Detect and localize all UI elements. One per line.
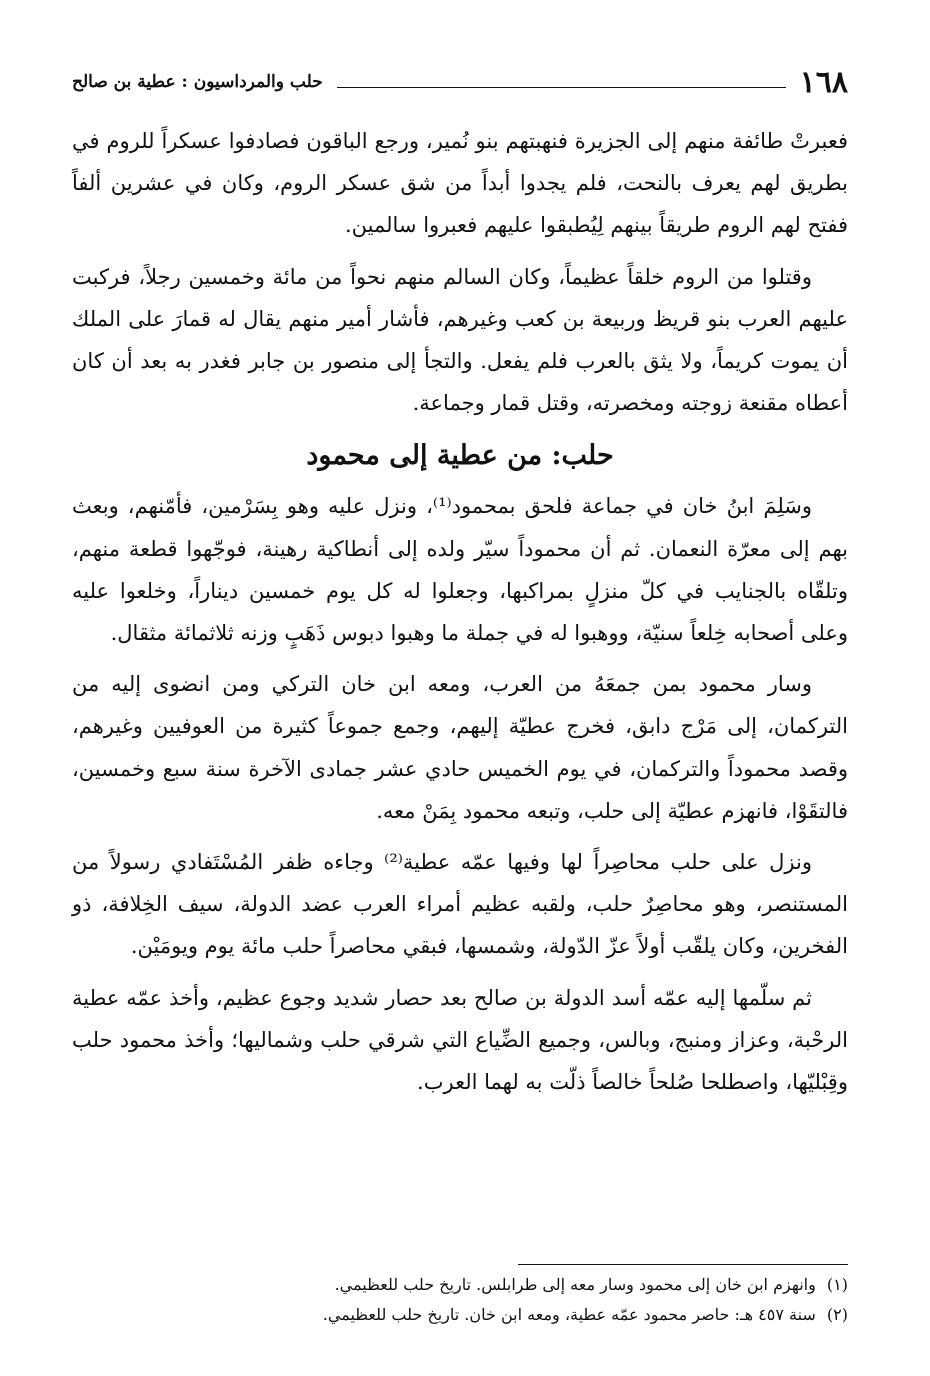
running-title: حلب والمرداسيون : عطية بن صالح: [72, 72, 323, 92]
running-header: [72, 62, 848, 102]
footnote-text: وانهزم ابن خان إلى محمود وسار معه إلى طرابلس. تاريخ حلب للعظيمي.: [334, 1275, 816, 1294]
section-heading: حلب: من عطية إلى محمود: [306, 440, 614, 472]
footnote: [72, 1300, 848, 1330]
paragraph: ونزل على حلب محاصِراً لها وفيها عمّه عطية⁽²⁾ وجاءه ظفر المُسْتَفادي رسولاً من المستنصر، وهو محاصِرٌ حلب، ولقبه عظيم أمراء العرب عضد الدولة، سيف الخِلافة، ذو الفخرين، وكان يلقّب أولاً عزّ الدّولة، وشمسها، فبقي محاصراً حلب مائة يوم ويومَيْن.: [72, 850, 848, 959]
paragraph: وسار محمود بمن جمعَهُ من العرب، ومعه ابن خان التركي ومن انضوى إليه من التركمان، إلى مَرْج دابق، فخرج عطيّة إليهم، وجمع جموعاً كثيرة من العوفيين وغيرهم، وقصد محموداً والتركمان، في يوم الخميس حادي عشر جمادى الآخرة سنة سبع وخمسين، فالتقَوْا، فانهزم عطيّة إلى حلب، وتبعه محمود بِمَنْ معه.: [72, 672, 848, 823]
header-rule: [337, 87, 786, 88]
footnote-mark: (٢): [826, 1305, 848, 1324]
paragraph: وسَلِمَ ابنُ خان في جماعة فلحق بمحمود⁽¹⁾، ونزل عليه وهو بِسَرْمين، فأمّنهم، وبعث بهم إلى معرّة النعمان. ثم أن محموداً سيّر ولده إلى أنطاكية رهينة، فوجّهوا قطعة منهم، وتلقّاه بالجنايب في كلّ منزلٍ بمراكبها، وجعلوا له كل يوم خمسين ديناراً، وخلعوا عليه وعلى أصحابه خِلعاً سنيّة، ووهبوا له في جملة ما وهبوا دبوس ذَهَبٍ وزنه ثلاثمائة مثقال.: [72, 494, 848, 646]
paragraph: وقتلوا من الروم خلقاً عظيماً، وكان السالم منهم نحواً من مائة وخمسين رجلاً، فركبت عليهم العرب بنو قريظ وربيعة بن كعب وغيرهم، فأشار أمير منهم يقال له قمارَ على الملك أن يموت كريماً، ولا يثق بالعرب فلم يفعل. والتجأ إلى منصور بن جابر فغدر به بعد أن كان أعطاه مقنعة زوجته ومخصرته، وقتل قمار وجماعة.: [72, 264, 848, 416]
paragraph: ثم سلّمها إليه عمّه أسد الدولة بن صالح بعد حصار شديد وجوع عظيم، وأخذ عمّه عطية الرحْبة، وعزاز ومنبج، وبالس، وجميع الضِّياع التي شرقي حلب وشماليها؛ وأخذ محمود حلب وقِبْليّها، واصطلحا صُلحاً خالصاً ذلّت به لهما العرب.: [72, 985, 848, 1095]
page-number: ١٦٨: [799, 64, 848, 100]
footnote-text: سنة ٤٥٧ هـ: حاصر محمود عمّه عطية، ومعه ابن خان. تاريخ حلب للعظيمي.: [322, 1305, 816, 1324]
footnote-mark: (١): [826, 1275, 848, 1294]
footnote-rule: [518, 1264, 848, 1265]
main-text: [72, 120, 848, 1112]
footnote: [72, 1270, 848, 1300]
footnotes: [72, 1270, 848, 1330]
paragraph: فعبرتْ طائفة منهم إلى الجزيرة فنهبتهم بنو نُمير، ورجع الباقون فصادفوا عسكراً للروم في بطريق لهم يعرف بالنحت، فلم يجدوا أبداً من شق عسكر الروم، وكان في عشرين ألفاً ففتح لهم الروم طريقاً بينهم لِيُطبقوا عليهم فعبروا سالمين.: [72, 129, 848, 238]
